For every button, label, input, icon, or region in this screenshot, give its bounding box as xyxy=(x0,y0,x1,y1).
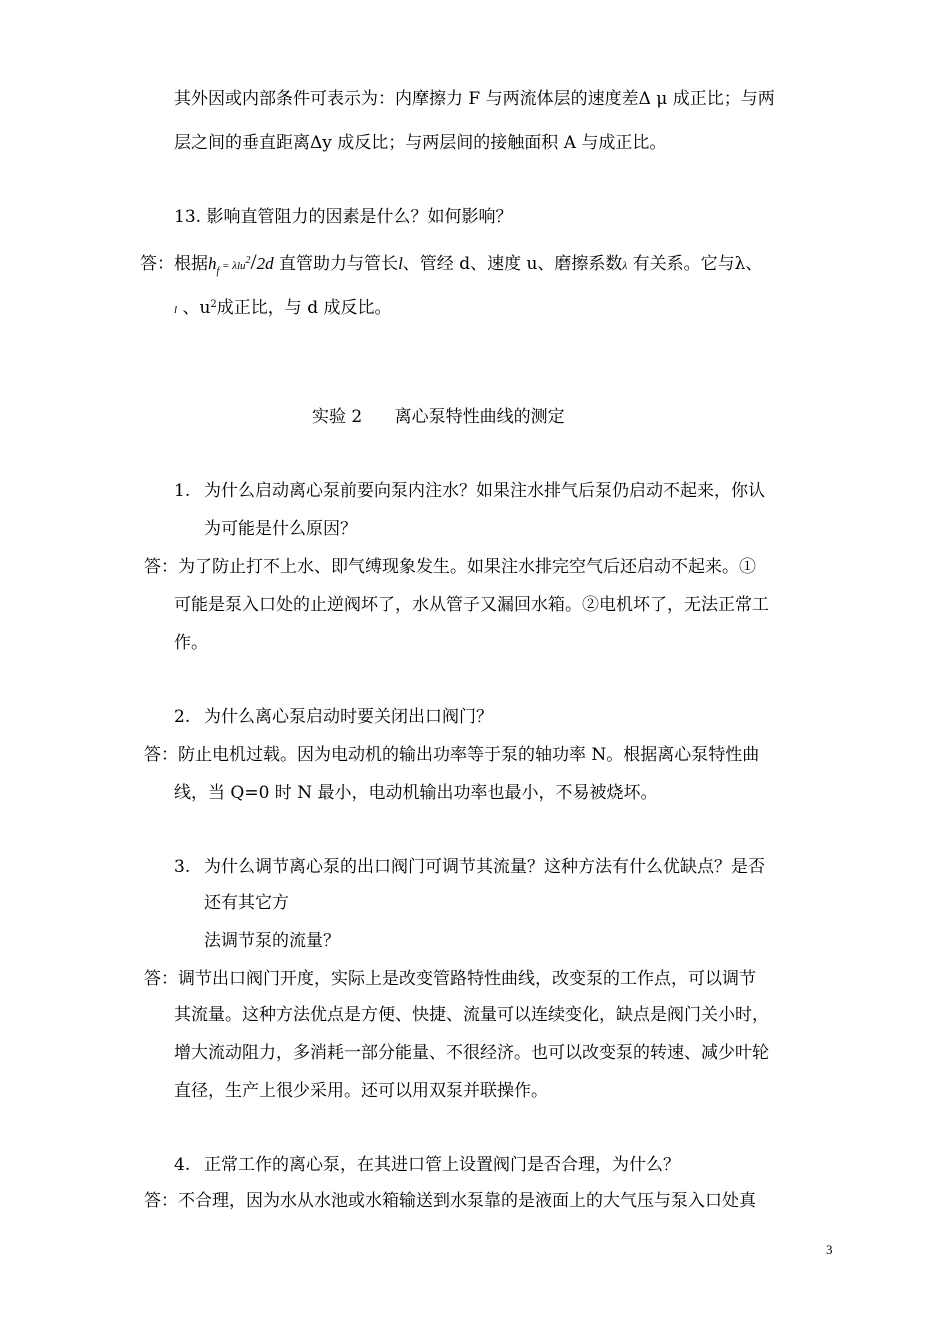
answer-2-line1: 答：防止电机过载。因为电动机的输出功率等于泵的轴功率 N。根据离心泵特性曲 xyxy=(144,745,760,765)
question-1-line2: 为可能是什么原因？ xyxy=(204,519,357,539)
question-1-num: 1. xyxy=(174,481,191,501)
question-3-line2: 还有其它方 xyxy=(204,893,289,913)
question-3-line3: 法调节泵的流量？ xyxy=(204,931,340,951)
question-3-num: 3. xyxy=(174,857,191,877)
answer-13-line2: l 、$u^2$成正比，与 d 成反比。 xyxy=(174,298,392,318)
section-title: 实验 2 离心泵特性曲线的测定 xyxy=(312,407,565,427)
page-number: 3 xyxy=(826,1242,833,1257)
paragraph-line: 其外因或内部条件可表示为：内摩擦力 F 与两流体层的速度差Δ μ 成正比；与两 xyxy=(174,89,775,109)
answer-1-line3: 作。 xyxy=(174,633,208,653)
question-2-num: 2. xyxy=(174,707,191,727)
paragraph-line: 层之间的垂直距离Δy 成反比；与两层间的接触面积 A 与成正比。 xyxy=(174,133,667,153)
answer-3-line1: 答：调节出口阀门开度，实际上是改变管路特性曲线，改变泵的工作点，可以调节 xyxy=(144,969,756,989)
answer-3-line2: 其流量。这种方法优点是方便、快捷、流量可以连续变化，缺点是阀门关小时， xyxy=(174,1005,769,1025)
question-4-num: 4. xyxy=(174,1155,191,1175)
answer-13-line1: 答：根据$h_f = \lambda lu^2/2d$ 直管助力与管长l、管经 d、速度 u、磨擦系数λ 有关系。它与λ、 xyxy=(140,249,763,277)
question-13: 13. 影响直管阻力的因素是什么？如何影响？ xyxy=(174,207,513,227)
answer-1-line2: 可能是泵入口处的止逆阀坏了，水从管子又漏回水箱。②电机坏了，无法正常工 xyxy=(174,595,769,615)
answer-4-line1: 答：不合理，因为水从水池或水箱输送到水泵靠的是液面上的大气压与泵入口处真 xyxy=(144,1191,756,1211)
question-4-line1: 正常工作的离心泵，在其进口管上设置阀门是否合理，为什么？ xyxy=(204,1155,680,1175)
question-2-line1: 为什么离心泵启动时要关闭出口阀门？ xyxy=(204,707,493,727)
answer-3-line3: 增大流动阻力，多消耗一部分能量、不很经济。也可以改变泵的转速、减少叶轮 xyxy=(174,1043,769,1063)
answer-2-line2: 线，当 Q=0 时 N 最小，电动机输出功率也最小，不易被烧坏。 xyxy=(174,783,658,803)
question-3-line1: 为什么调节离心泵的出口阀门可调节其流量？这种方法有什么优缺点？是否 xyxy=(204,857,765,877)
question-1-line1: 为什么启动离心泵前要向泵内注水？如果注水排气后泵仍启动不起来，你认 xyxy=(204,481,765,501)
answer-prefix: 答：根据 xyxy=(140,254,208,274)
formula: $h_f = \lambda lu^2/2d$ xyxy=(208,249,274,277)
answer-1-line1: 答：为了防止打不上水、即气缚现象发生。如果注水排完空气后还启动不起来。① xyxy=(144,557,756,577)
answer-3-line4: 直径，生产上很少采用。还可以用双泵并联操作。 xyxy=(174,1081,548,1101)
